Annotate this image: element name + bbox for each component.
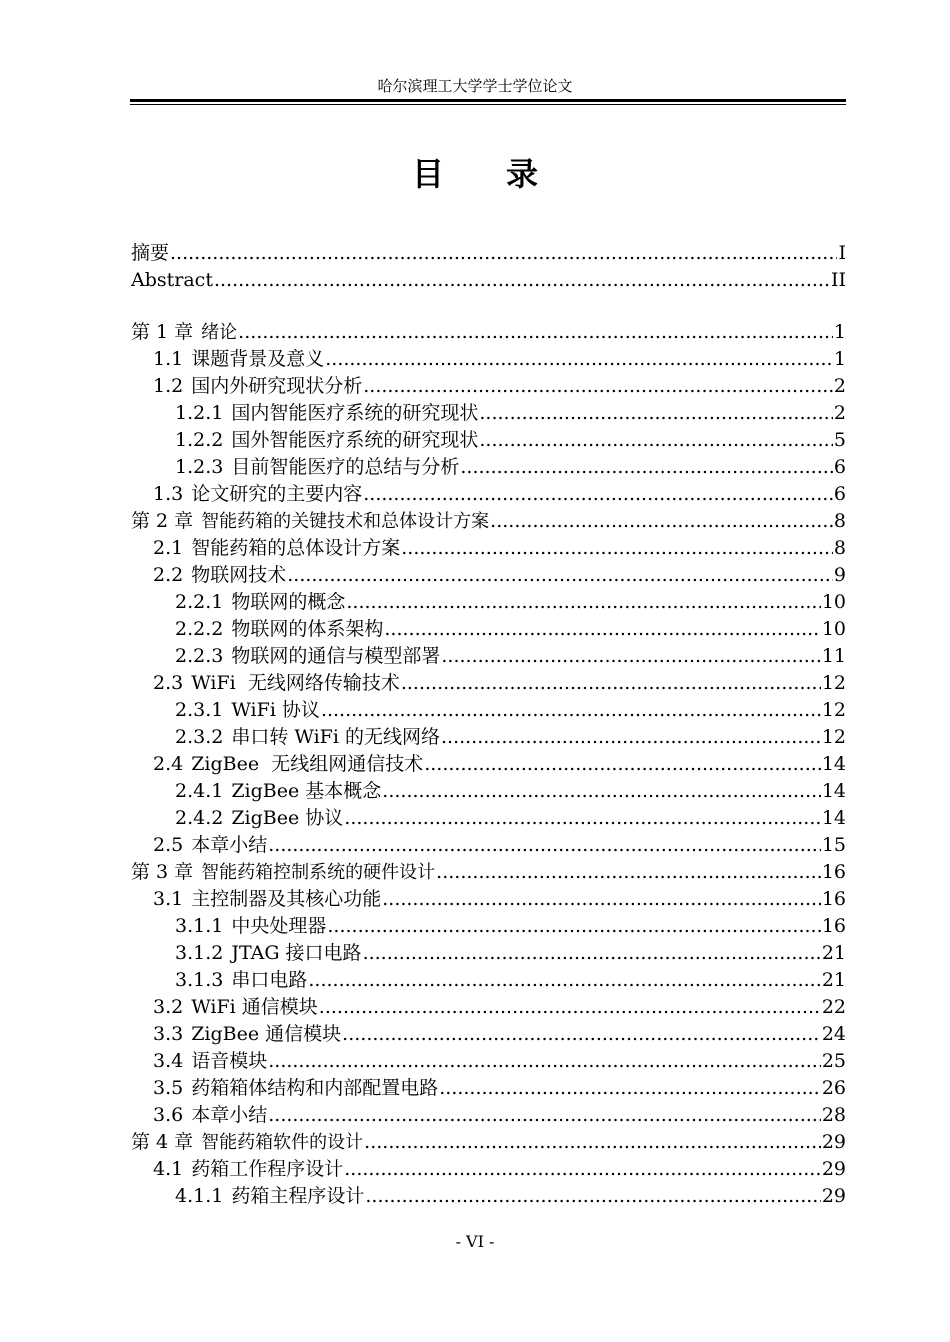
- toc-entry-title: 本章小结: [191, 1104, 268, 1126]
- toc-entry-title: 智能药箱控制系统的硬件设计: [201, 862, 436, 883]
- toc-entry-number: 1.2.3: [175, 456, 224, 478]
- toc-entry[interactable]: [153, 346, 846, 373]
- toc-entry-label: [175, 616, 383, 643]
- toc-entry[interactable]: [153, 1048, 846, 1075]
- toc-entry-label: [175, 724, 440, 751]
- toc-leader-dots: [287, 562, 833, 589]
- toc-entry-number: 4.1: [153, 1158, 184, 1180]
- toc-entry-label: [153, 346, 324, 373]
- toc-leader-dots: [490, 508, 833, 535]
- toc-entry-title: 目前智能医疗的总结与分析: [231, 456, 460, 478]
- toc-entry-number: 2.4.2: [175, 807, 224, 829]
- toc-chapter-entry[interactable]: [131, 1129, 846, 1156]
- toc-leader-dots: [214, 267, 830, 294]
- toc-entry-title: 语音模块: [191, 1050, 268, 1072]
- toc-page-number: 2: [833, 375, 846, 397]
- toc-entry-label: [175, 1183, 364, 1210]
- toc-page-number: 24: [821, 1023, 846, 1045]
- toc-page-number: II: [830, 269, 846, 291]
- toc-entry-title: 智能药箱的关键技术和总体设计方案: [201, 511, 490, 532]
- toc-entry-label: [153, 886, 381, 913]
- header-rule-thin: [130, 104, 846, 105]
- toc-entry-number: 3.6: [153, 1104, 184, 1126]
- toc-entry-number: 2.2.2: [175, 618, 224, 640]
- toc-leader-dots: [321, 697, 821, 724]
- toc-entry-title: 串口电路: [231, 969, 308, 991]
- toc-page-number: 29: [821, 1158, 846, 1180]
- toc-leader-dots: [268, 1102, 821, 1129]
- toc-entry-title: 国内外研究现状分析: [191, 375, 363, 397]
- toc-page-number: 28: [821, 1104, 846, 1126]
- toc-entry[interactable]: [175, 400, 846, 427]
- toc-entry[interactable]: [153, 994, 846, 1021]
- toc-entry-label: [153, 1048, 267, 1075]
- toc-entry-title: 药箱箱体结构和内部配置电路: [191, 1077, 439, 1099]
- toc-entry[interactable]: [175, 778, 846, 805]
- toc-entry[interactable]: [175, 643, 846, 670]
- toc-entry-label: [175, 913, 326, 940]
- toc-entry-title: 论文研究的主要内容: [191, 483, 363, 505]
- toc-entry-label: [131, 240, 169, 267]
- toc-entry-title: ZigBee 协议: [231, 807, 344, 829]
- toc-entry[interactable]: [153, 481, 846, 508]
- toc-entry-number: 第 1 章: [131, 321, 194, 343]
- toc-entry-number: 第 4 章: [131, 1131, 194, 1153]
- toc-entry-label: [153, 1021, 341, 1048]
- toc-entry[interactable]: [153, 1021, 846, 1048]
- toc-entry-number: 1.2.1: [175, 402, 224, 424]
- toc-entry-label: [175, 697, 320, 724]
- toc-entry-title: 国外智能医疗系统的研究现状: [231, 429, 479, 451]
- toc-entry-title: WiFi 协议: [231, 699, 320, 721]
- toc-entry-label: [153, 994, 318, 1021]
- toc-entry-number: 2.4.1: [175, 780, 224, 802]
- toc-leader-dots: [439, 1075, 821, 1102]
- toc-page-number: 1: [833, 348, 846, 370]
- toc-entry[interactable]: [175, 454, 846, 481]
- toc-entry-number: 3.1.2: [175, 942, 224, 964]
- toc-page-number: 12: [821, 672, 846, 694]
- toc-entry[interactable]: [153, 886, 846, 913]
- toc-page-number: 5: [833, 429, 846, 451]
- toc-leader-dots: [363, 481, 833, 508]
- toc-entry-number: 2.4: [153, 753, 184, 775]
- toc-page-number: 14: [821, 780, 846, 802]
- toc-leader-dots: [401, 535, 833, 562]
- toc-entry[interactable]: [175, 697, 846, 724]
- toc-chapter-entry[interactable]: [131, 508, 846, 535]
- toc-leader-dots: [268, 832, 821, 859]
- toc-entry-title: 国内智能医疗系统的研究现状: [231, 402, 479, 424]
- toc-entry-label: [131, 1129, 363, 1156]
- toc-entry[interactable]: [153, 670, 846, 697]
- toc-entry-title: 中央处理器: [231, 915, 327, 937]
- toc-leader-dots: [327, 913, 820, 940]
- toc-leader-dots: [382, 778, 821, 805]
- toc-entry-label: [175, 940, 362, 967]
- toc-entry-number: 1.1: [153, 348, 184, 370]
- toc-entry[interactable]: [153, 1075, 846, 1102]
- toc-entry-label: [175, 589, 345, 616]
- running-header: 哈尔滨理工大学学士学位论文: [377, 77, 573, 95]
- toc-page-number: I: [838, 242, 846, 264]
- toc-entry[interactable]: [175, 967, 846, 994]
- toc-entry[interactable]: [131, 267, 846, 294]
- toc-entry-title: 摘要: [131, 242, 170, 264]
- toc-entry-title: 绪论: [201, 322, 238, 343]
- toc-entry-label: [175, 643, 440, 670]
- toc-page-number: 25: [821, 1050, 846, 1072]
- toc-entry-number: 2.2.3: [175, 645, 224, 667]
- toc-leader-dots: [363, 940, 821, 967]
- toc-entry[interactable]: [153, 562, 846, 589]
- page-number: - VI -: [455, 1232, 495, 1251]
- toc-page-number: 6: [833, 483, 846, 505]
- toc-page-number: 12: [821, 699, 846, 721]
- toc-entry[interactable]: [175, 913, 846, 940]
- toc-leader-dots: [441, 643, 820, 670]
- toc-entry-label: [175, 400, 478, 427]
- toc-entry-number: 3.1.3: [175, 969, 224, 991]
- toc-page-number: 10: [821, 591, 846, 613]
- toc-entry-title: JTAG 接口电路: [231, 942, 362, 964]
- toc-entry-label: [131, 319, 237, 346]
- toc-page-number: 26: [821, 1077, 846, 1099]
- toc-entry-title: 物联网的体系架构: [231, 618, 384, 640]
- toc-entry-label: [175, 454, 459, 481]
- toc-leader-dots: [479, 427, 833, 454]
- toc-leader-dots: [319, 994, 821, 1021]
- toc-leader-dots: [365, 1183, 820, 1210]
- toc-entry-label: [175, 778, 381, 805]
- toc-entry[interactable]: [175, 805, 846, 832]
- toc-page-number: 29: [821, 1131, 846, 1153]
- toc-entry-number: 2.3.1: [175, 699, 224, 721]
- toc-entry-title: 智能药箱软件的设计: [201, 1132, 364, 1153]
- toc-entry-number: 3.2: [153, 996, 184, 1018]
- toc-entry[interactable]: [153, 373, 846, 400]
- toc-entry-label: [153, 562, 286, 589]
- toc-entry-label: [131, 267, 213, 294]
- toc-page-number: 2: [833, 402, 846, 424]
- toc-entry-number: 1.2: [153, 375, 184, 397]
- toc-page-number: 22: [821, 996, 846, 1018]
- toc-page-number: 11: [821, 645, 846, 667]
- toc-page-number: 14: [821, 753, 846, 775]
- toc-entry-title: ZigBee 基本概念: [231, 780, 382, 802]
- toc-entry-number: 3.5: [153, 1077, 184, 1099]
- toc-entry[interactable]: [153, 535, 846, 562]
- toc-leader-dots: [460, 454, 833, 481]
- toc-entry-number: 2.1: [153, 537, 184, 559]
- toc-leader-dots: [424, 751, 821, 778]
- toc-leader-dots: [401, 670, 821, 697]
- toc-page-number: 29: [821, 1185, 846, 1207]
- toc-page-number: 16: [821, 861, 846, 883]
- toc-page-number: 16: [821, 915, 846, 937]
- toc-entry-title: ZigBee 通信模块: [191, 1023, 342, 1045]
- toc-leader-dots: [384, 616, 820, 643]
- header-rule-thick: [130, 99, 846, 102]
- toc-leader-dots: [346, 589, 820, 616]
- toc-entry-label: [131, 508, 489, 535]
- toc-entry-title: 串口转 WiFi 的无线网络: [231, 726, 440, 748]
- toc-entry-number: 2.3: [153, 672, 184, 694]
- toc-page-number: 16: [821, 888, 846, 910]
- toc-page-number: 21: [821, 942, 846, 964]
- toc-entry-number: 2.5: [153, 834, 184, 856]
- toc-entry-title: Abstract: [131, 269, 213, 291]
- toc-entry-number: 1.3: [153, 483, 184, 505]
- toc-entry-title: 主控制器及其核心功能: [191, 888, 382, 910]
- toc-leader-dots: [436, 859, 821, 886]
- toc-entry-label: [175, 805, 343, 832]
- toc-entry[interactable]: [153, 1156, 846, 1183]
- toc-leader-dots: [325, 346, 833, 373]
- toc-entry-title: 课题背景及意义: [191, 348, 325, 370]
- toc-entry-label: [153, 751, 423, 778]
- toc-entry-label: [153, 535, 400, 562]
- toc-entry-number: 第 3 章: [131, 861, 194, 883]
- toc-entry-number: 2.3.2: [175, 726, 224, 748]
- toc-entry-label: [131, 859, 435, 886]
- toc-entry-label: [153, 1102, 267, 1129]
- toc-entry[interactable]: [175, 427, 846, 454]
- toc-page-number: 8: [833, 510, 846, 532]
- toc-chapter-entry[interactable]: [131, 319, 846, 346]
- toc-entry-title: WiFi 通信模块: [191, 996, 318, 1018]
- toc-entry-title: 本章小结: [191, 834, 268, 856]
- toc-entry-number: 第 2 章: [131, 510, 194, 532]
- toc-entry-label: [153, 832, 267, 859]
- toc-page-number: 21: [821, 969, 846, 991]
- toc-entry-number: 1.2.2: [175, 429, 224, 451]
- toc-page-number: 8: [833, 537, 846, 559]
- toc-entry-label: [175, 967, 307, 994]
- toc-leader-dots: [170, 240, 837, 267]
- toc-entry-label: [153, 373, 362, 400]
- toc-leader-dots: [382, 886, 821, 913]
- toc-leader-dots: [308, 967, 820, 994]
- toc-leader-dots: [342, 1021, 821, 1048]
- toc-leader-dots: [363, 373, 833, 400]
- toc-leader-dots: [344, 1156, 821, 1183]
- toc-entry-title: 药箱主程序设计: [231, 1185, 365, 1207]
- toc-leader-dots: [479, 400, 833, 427]
- toc-page-number: 10: [821, 618, 846, 640]
- toc-chapter-entry[interactable]: [131, 859, 846, 886]
- toc-entry-label: [175, 427, 478, 454]
- toc-entry-title: 药箱工作程序设计: [191, 1158, 344, 1180]
- toc-entry[interactable]: [153, 832, 846, 859]
- toc-entry-number: 3.1: [153, 888, 184, 910]
- toc-entry-number: 3.1.1: [175, 915, 224, 937]
- toc-entry-number: 3.4: [153, 1050, 184, 1072]
- toc-entry-number: 2.2: [153, 564, 184, 586]
- toc-entry-title: 物联网的概念: [231, 591, 346, 613]
- toc-entry-label: [153, 670, 400, 697]
- toc-entry[interactable]: [175, 589, 846, 616]
- toc-entry[interactable]: [175, 616, 846, 643]
- toc-leader-dots: [441, 724, 821, 751]
- toc-page-number: 1: [833, 321, 846, 343]
- toc-entry-title: 物联网的通信与模型部署: [231, 645, 441, 667]
- toc-entry-title: WiFi 无线网络传输技术: [191, 672, 400, 694]
- toc-leader-dots: [364, 1129, 821, 1156]
- toc-entry[interactable]: [175, 724, 846, 751]
- toc-page-number: 15: [821, 834, 846, 856]
- toc-leader-dots: [344, 805, 821, 832]
- toc-entry-label: [153, 1156, 343, 1183]
- toc-entry[interactable]: [153, 1102, 846, 1129]
- toc-entry-number: 2.2.1: [175, 591, 224, 613]
- toc-page-number: 9: [833, 564, 846, 586]
- toc-entry-label: [153, 1075, 438, 1102]
- toc-leader-dots: [238, 319, 833, 346]
- toc-entry-title: ZigBee 无线组网通信技术: [191, 753, 424, 775]
- toc-entry[interactable]: [153, 751, 846, 778]
- toc-entry[interactable]: [131, 240, 846, 267]
- toc-page-number: 6: [833, 456, 846, 478]
- toc-entry-number: 4.1.1: [175, 1185, 224, 1207]
- toc-page-number: 14: [821, 807, 846, 829]
- page-title: 目录: [411, 155, 600, 193]
- toc-entry-title: 智能药箱的总体设计方案: [191, 537, 401, 559]
- toc-entry[interactable]: [175, 1183, 846, 1210]
- toc-leader-dots: [268, 1048, 821, 1075]
- toc-entry[interactable]: [175, 940, 846, 967]
- toc-entry-number: 3.3: [153, 1023, 184, 1045]
- toc-page-number: 12: [821, 726, 846, 748]
- toc-entry-label: [153, 481, 362, 508]
- toc-entry-title: 物联网技术: [191, 564, 287, 586]
